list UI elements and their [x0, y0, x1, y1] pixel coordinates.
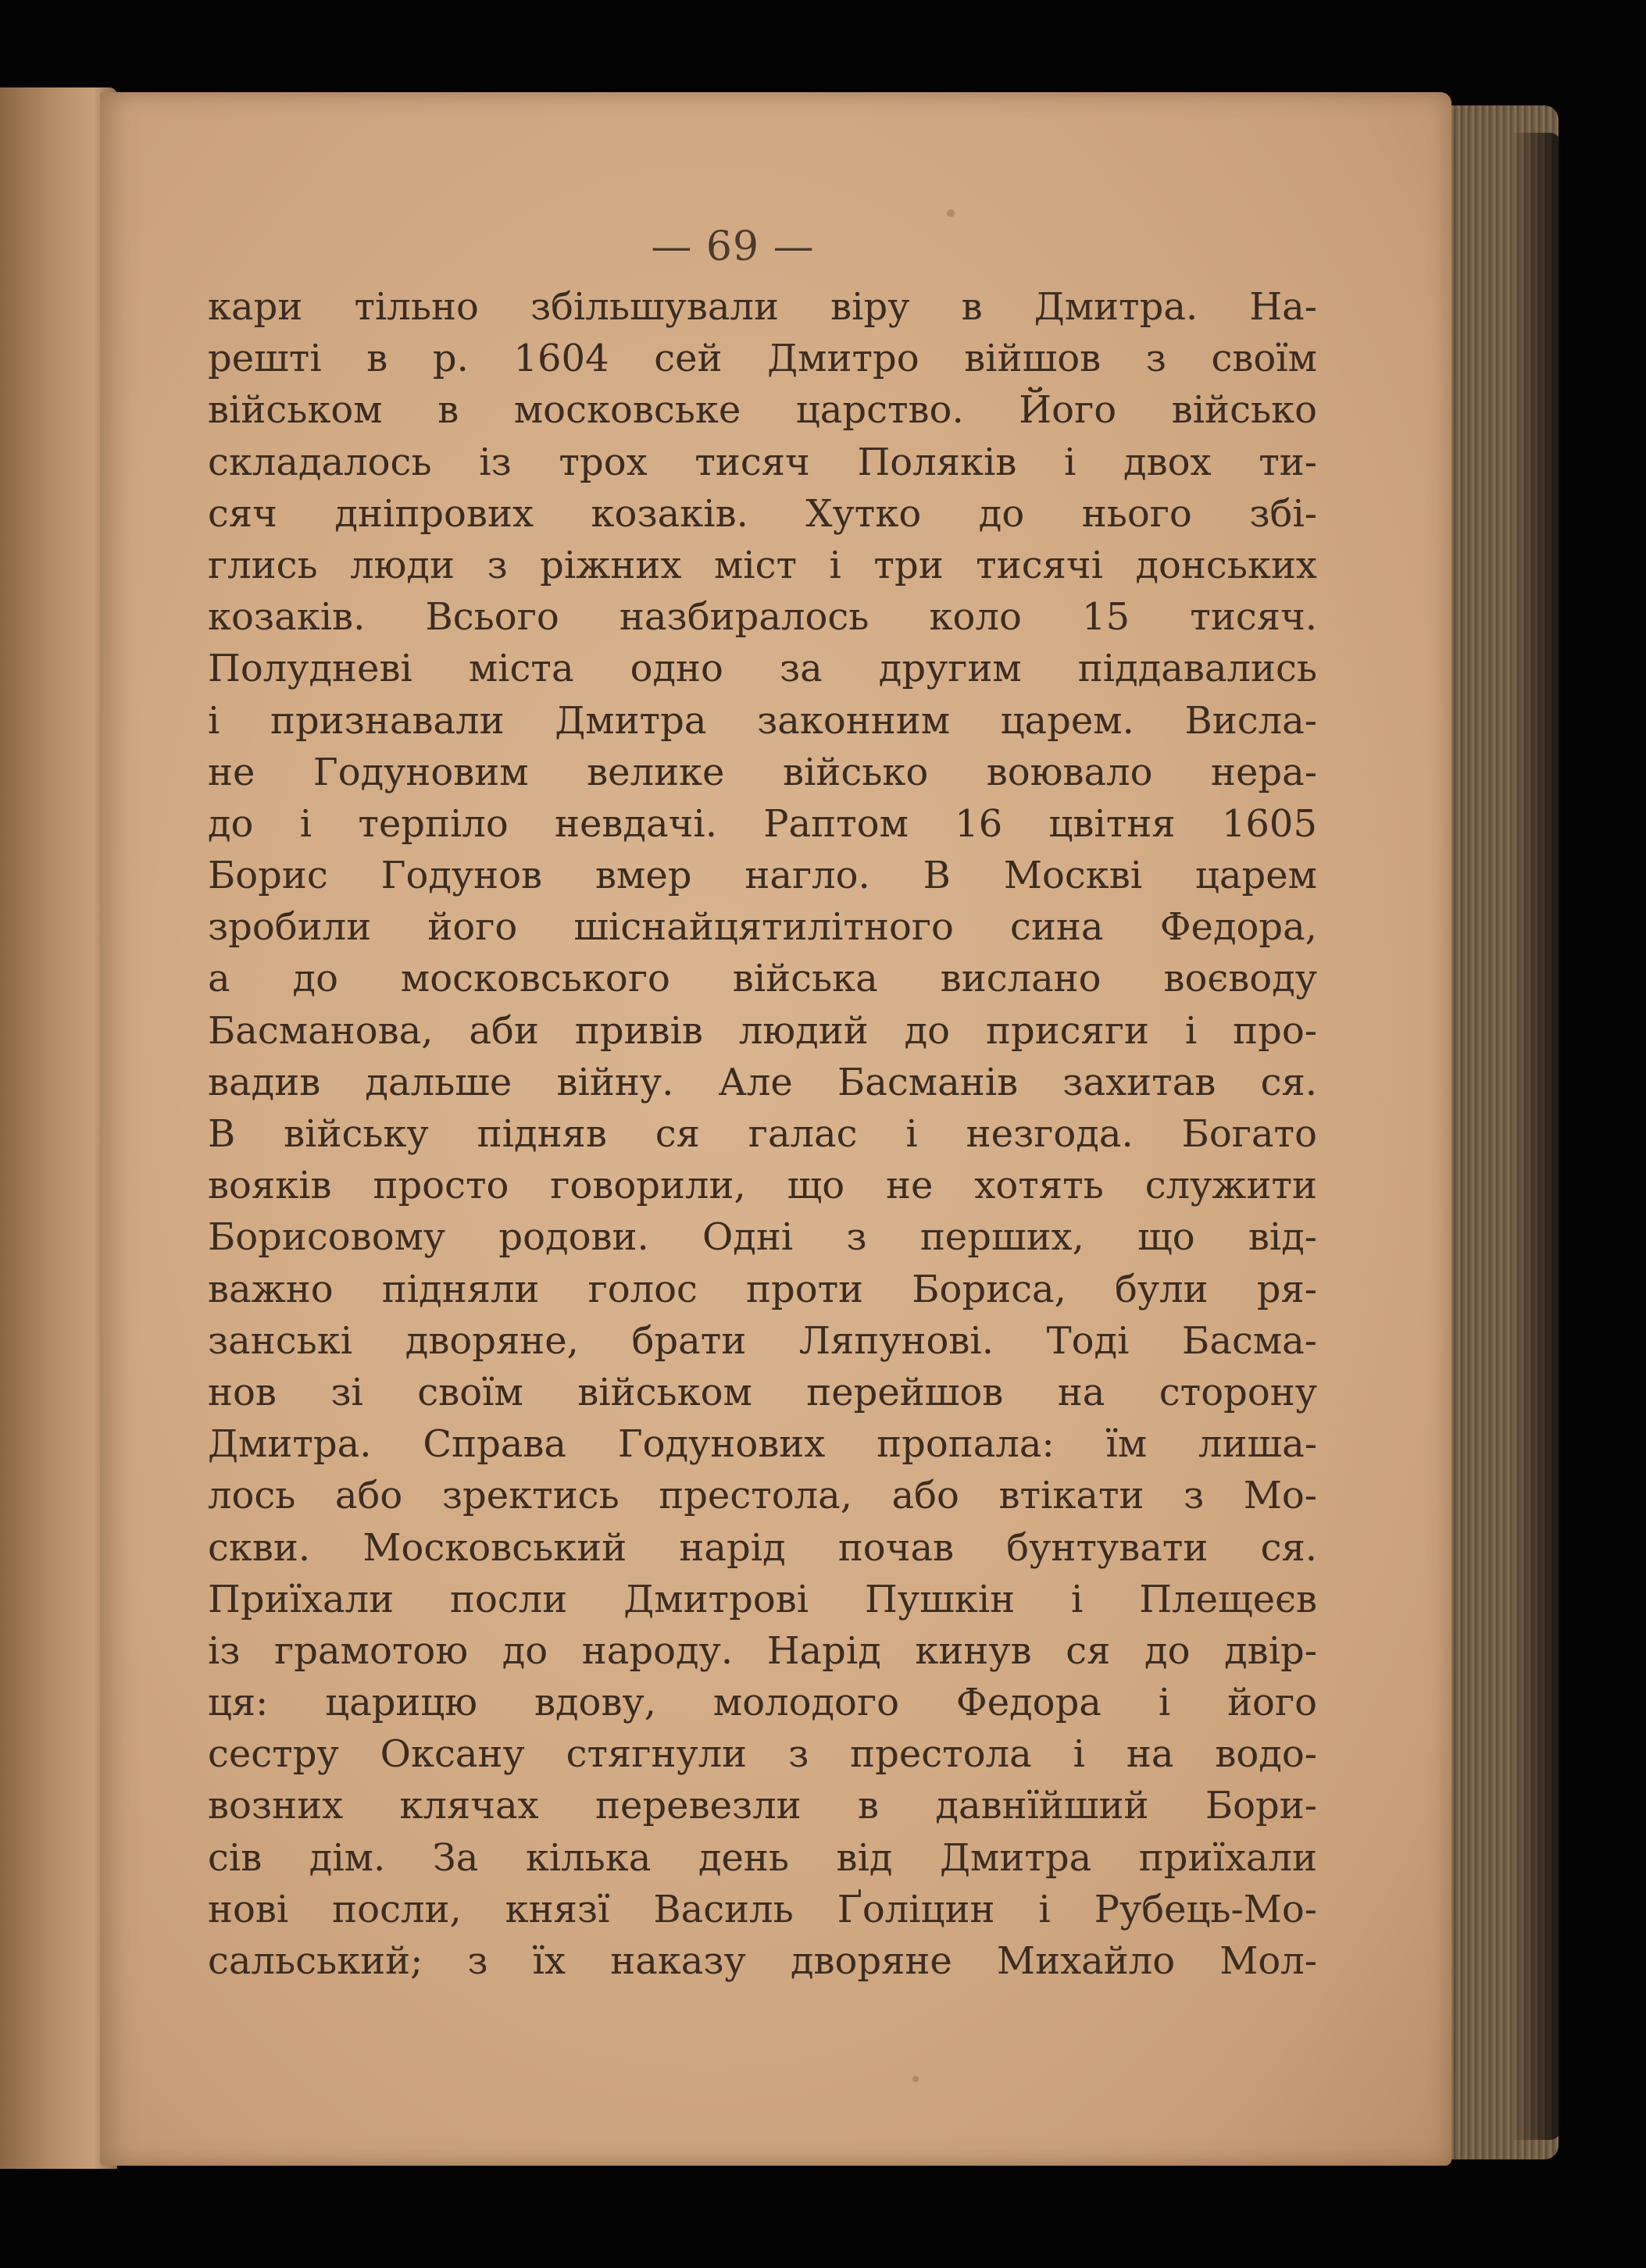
text-line: сів дім. За кілька день від Дмитра приїхали: [208, 1835, 1317, 1880]
fore-edge-shadow: [1514, 133, 1561, 2140]
text-line: Полудневі міста одно за другим піддавались: [208, 647, 1317, 691]
text-line: нові посли, князї Василь Ґоліцин і Рубець-Мо-: [208, 1887, 1317, 1931]
paper-speck: [912, 2076, 919, 2082]
paper-speck: [947, 209, 955, 217]
text-line: занські дворяне, брати Ляпунові. Тоді Басма-: [208, 1318, 1317, 1363]
body-text: [208, 281, 1317, 1987]
text-line: зробили його шіснайцятилітного сина Федора,: [208, 905, 1317, 950]
text-line: а до московського війська вислано воєводу: [208, 957, 1317, 1001]
text-line: із грамотою до народу. Нарід кинув ся до двір-: [208, 1628, 1317, 1673]
text-line: і признавали Дмитра законним царем. Висла-: [208, 698, 1317, 743]
text-line: не Годуновим велике військо воювало нера-: [208, 750, 1317, 794]
text-line: козаків. Всього назбиралось коло 15 тисяч.: [208, 595, 1317, 640]
paper-speck: [287, 1646, 292, 1651]
text-line: скви. Московський нарід почав бунтувати ся.: [208, 1525, 1317, 1570]
book-page: [100, 92, 1451, 2166]
text-line: Борис Годунов вмер нагло. В Москві царем: [208, 854, 1317, 898]
text-line: сестру Оксану стягнули з престола і на водо-: [208, 1732, 1317, 1777]
text-line: лось або зректись престола, або втікати з Мо-: [208, 1474, 1317, 1518]
text-line: В війську підняв ся галас і незгода. Богато: [208, 1112, 1317, 1156]
text-line: нов зі своїм військом перейшов на сторону: [208, 1370, 1317, 1414]
text-line: складалось із трох тисяч Поляків і двох ти-: [208, 440, 1317, 484]
text-line: Борисовому родови. Одні з перших, що від-: [208, 1215, 1317, 1260]
text-line: до і терпіло невдачі. Раптом 16 цвітня 1605: [208, 801, 1317, 846]
text-line: сальський; з їх наказу дворяне Михайло Мол-: [208, 1939, 1317, 1983]
text-line: важно підняли голос проти Бориса, були ря-: [208, 1267, 1317, 1311]
text-line: вояків просто говорили, що не хотять служити: [208, 1164, 1317, 1208]
text-line: решті в р. 1604 сей Дмитро війшов з своїм: [208, 337, 1317, 381]
text-line: Дмитра. Справа Годунових пропала: їм лиша-: [208, 1422, 1317, 1467]
page-number: — 69 —: [651, 223, 815, 270]
text-line: кари тільно збільшували віру в Дмитра. На-: [208, 285, 1317, 329]
text-line: військом в московське царство. Його військо: [208, 388, 1317, 433]
text-line: Басманова, аби привів людий до присяги і про-: [208, 1008, 1317, 1053]
text-line: сяч дніпрових козаків. Хутко до нього збі-: [208, 491, 1317, 536]
text-line: вадив дальше війну. Але Басманів захитав ся.: [208, 1060, 1317, 1104]
text-line: возних клячах перевезли в давнїйший Бори-: [208, 1784, 1317, 1828]
text-line: ця: царицю вдову, молодого Федора і його: [208, 1681, 1317, 1725]
text-line: Приїхали посли Дмитрові Пушкін і Плещеєв: [208, 1577, 1317, 1621]
text-line: глись люди з ріжних міст і три тисячі донських: [208, 543, 1317, 587]
